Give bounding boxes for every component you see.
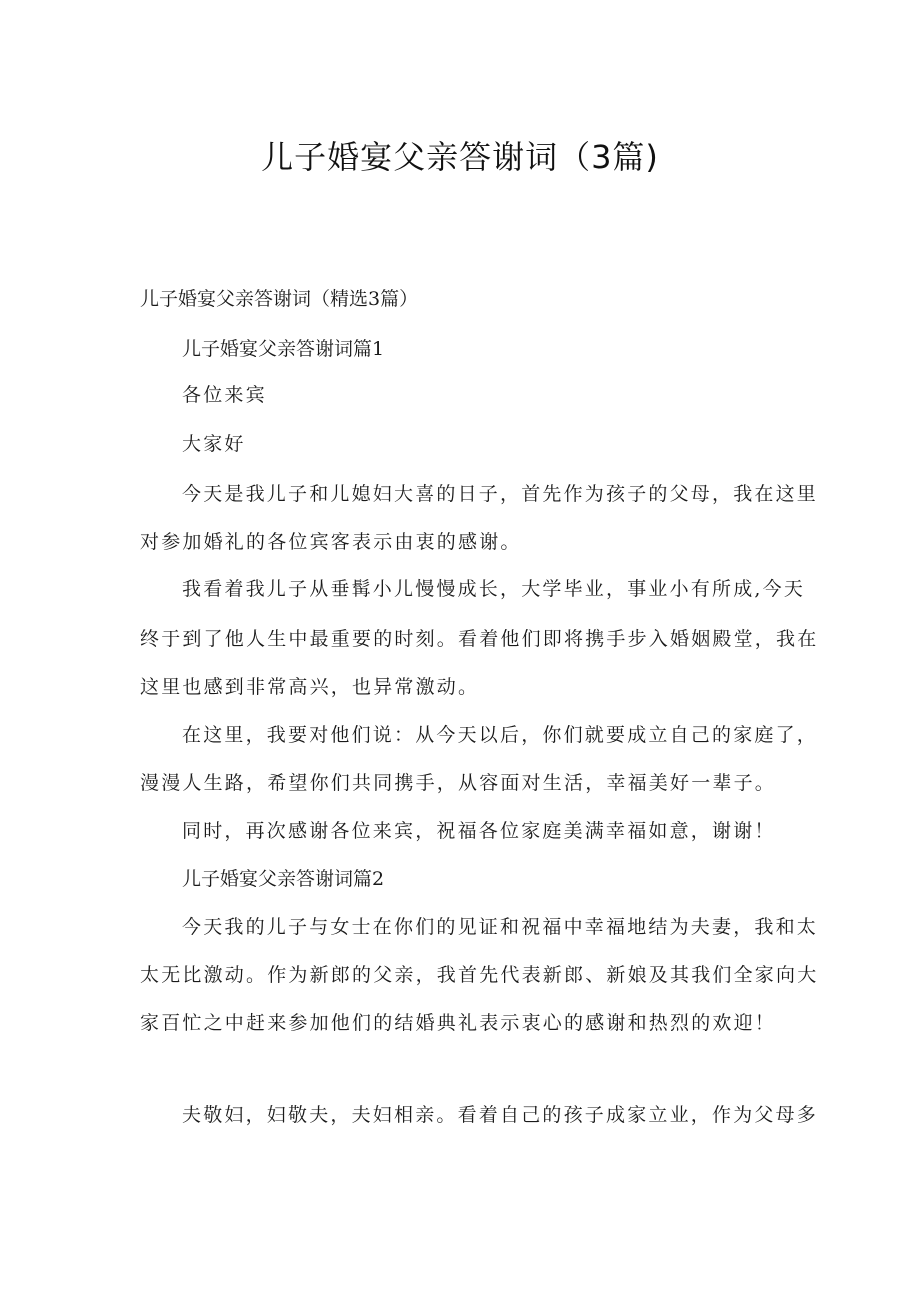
paragraph-line: 今天是我儿子和儿媳妇大喜的日子，首先作为孩子的父母，我在这里 [182,483,819,505]
paragraph-line: 终于到了他人生中最重要的时刻。看着他们即将携手步入婚姻殿堂，我在 [140,628,819,650]
document-subtitle: 儿子婚宴父亲答谢词（精选3篇） [140,288,419,310]
paragraph-line: 夫敬妇，妇敬夫，夫妇相亲。看着自己的孩子成家立业，作为父母多 [182,1104,819,1126]
paragraph-line: 同时，再次感谢各位来宾，祝福各位家庭美满幸福如意，谢谢！ [182,820,776,842]
greeting-everyone: 大家好 [182,433,246,455]
paragraph-line: 这里也感到非常高兴，也异常激动。 [140,676,480,698]
paragraph-line: 家百忙之中赶来参加他们的结婚典礼表示衷心的感谢和热烈的欢迎！ [140,1012,777,1034]
section-1-heading: 儿子婚宴父亲答谢词篇1 [182,338,385,360]
paragraph-line: 太无比激动。作为新郎的父亲，我首先代表新郎、新娘及其我们全家向大 [140,964,819,986]
paragraph-line: 漫漫人生路，希望你们共同携手，从容面对生活，幸福美好一辈子。 [140,772,777,794]
paragraph-line: 我看着我儿子从垂髯小儿慢慢成长，大学毕业，事业小有所成,今天 [182,578,806,600]
section-2-heading: 儿子婚宴父亲答谢词篇2 [182,868,385,890]
greeting-guests: 各位来宾 [182,384,267,406]
page-title: 儿子婚宴父亲答谢词（3篇) [261,138,659,176]
paragraph-line: 对参加婚礼的各位宾客表示由衷的感谢。 [140,531,522,553]
paragraph-line: 今天我的儿子与女士在你们的见证和祝福中幸福地结为夫妻，我和太 [182,916,819,938]
paragraph-line: 在这里，我要对他们说：从今天以后，你们就要成立自己的家庭了， [182,724,819,746]
